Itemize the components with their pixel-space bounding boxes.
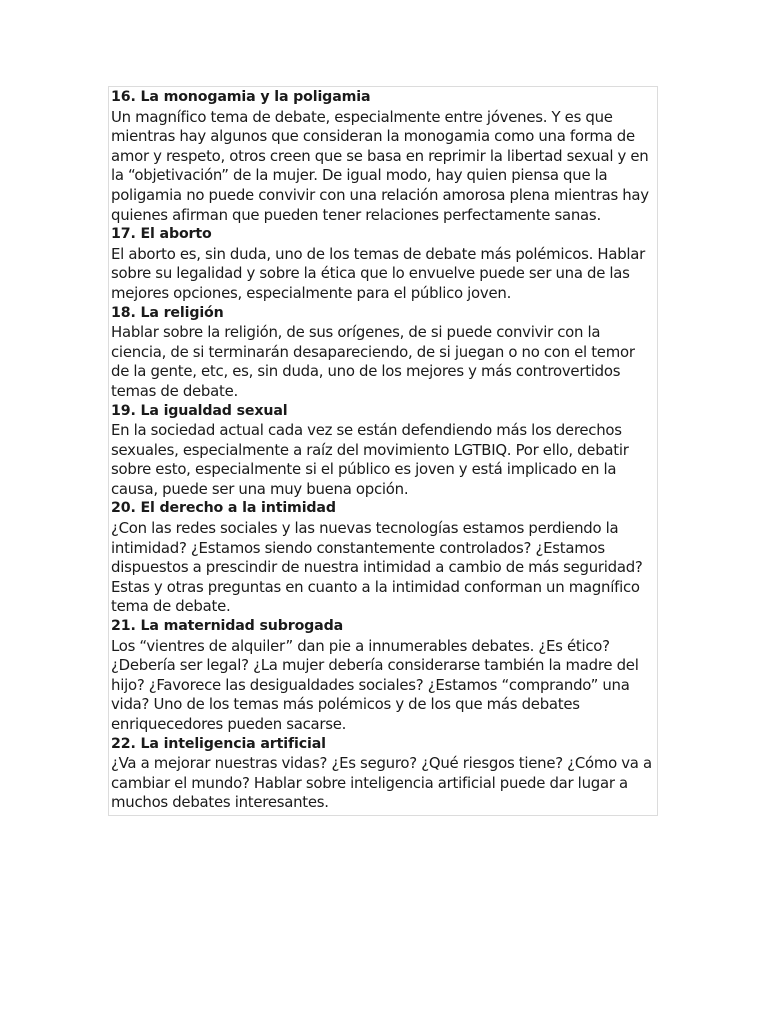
section-paragraph: Hablar sobre la religión, de sus orígenes, de si puede convivir con la ciencia, de si terminarán desapareciendo, de si juegan o no con el temor de la gente, etc, es, sin duda, uno de los mejores y más controvertidos temas de debate. [111,323,635,400]
section-maternidad-subrogada [111,617,655,735]
section-intimidad [111,499,655,617]
section-heading: 16. La monogamia y la poligamia [111,89,371,105]
section-paragraph: ¿Va a mejorar nuestras vidas? ¿Es seguro? ¿Qué riesgos tiene? ¿Cómo va a cambiar el mundo? Hablar sobre inteligencia artificial puede dar lugar a muchos debates interesantes. [111,754,652,812]
section-religion [111,304,655,402]
section-paragraph: En la sociedad actual cada vez se están defendiendo más los derechos sexuales, especialmente a raíz del movimiento LGTBIQ. Por ello, debatir sobre esto, especialmente si el público es joven y está implicado en la causa, puede ser una muy buena opción. [111,421,629,498]
section-paragraph: El aborto es, sin duda, uno de los temas de debate más polémicos. Hablar sobre su legalidad y sobre la ética que lo envuelve puede ser una de las mejores opciones, especialmente para el público joven. [111,244,646,302]
section-paragraph: ¿Con las redes sociales y las nuevas tecnologías estamos perdiendo la intimidad? ¿Estamos siendo constantemente controlados? ¿Estamos dispuestos a prescindir de nuestra intimidad a cambio de más seguridad? Estas y otras preguntas en cuanto a la intimidad conforman un magnífico tema de debate. [111,519,643,616]
section-inteligencia-artificial [111,735,655,813]
section-heading: 20. El derecho a la intimidad [111,500,336,517]
section-heading: 21. La maternidad subrogada [111,618,344,635]
text-frame [108,86,658,816]
section-paragraph: Los “vientres de alquiler” dan pie a innumerables debates. ¿Es ético? ¿Debería ser legal? ¿La mujer debería considerarse también la madre del hijo? ¿Favorece las desigualdades sociales? ¿Estamos “comprando” una vida? Uno de los temas más polémicos y de los que más debates enriquecedores pueden sacarse. [111,636,639,733]
section-heading: 19. La igualdad sexual [111,402,288,419]
section-heading: 18. La religión [111,304,224,321]
section-aborto [111,225,655,303]
section-igualdad-sexual [111,402,655,500]
section-monogamia [111,88,655,225]
section-heading: 17. El aborto [111,226,212,243]
section-heading: 22. La inteligencia artificial [111,735,326,752]
section-paragraph: Un magnífico tema de debate, especialmente entre jóvenes. Y es que mientras hay algunos que consideran la monogamia como una forma de amor y respeto, otros creen que se basa en reprimir la libertad sexual y en la “objetivación” de la mujer. De igual modo, hay quien piensa que la poligamia no puede convivir con una relación amorosa plena mientras hay quienes afirman que pueden tener relaciones perfectamente sanas. [111,107,649,224]
